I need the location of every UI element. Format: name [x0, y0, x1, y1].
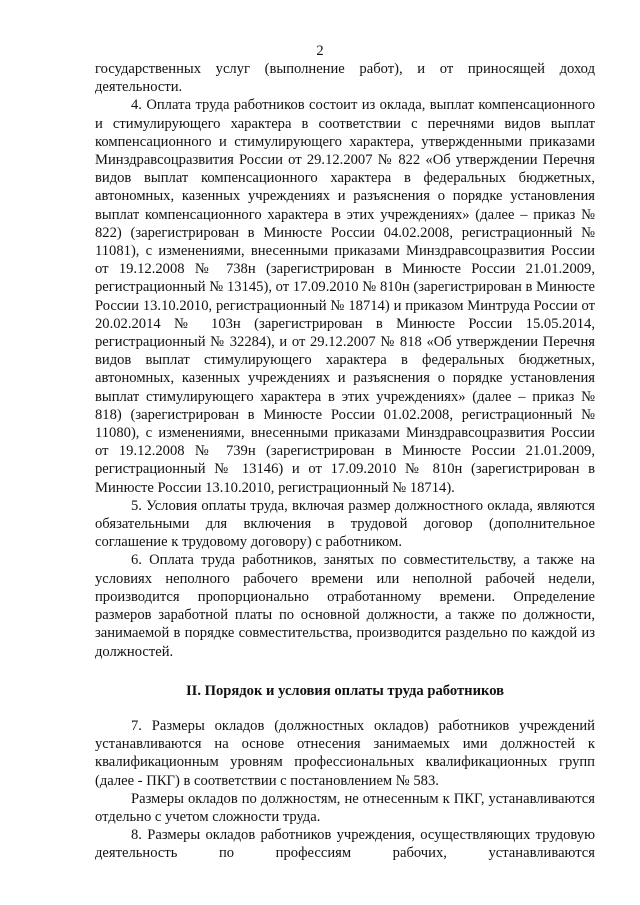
- page-number: 2: [316, 43, 324, 59]
- paragraph-item-5: 5. Условия оплаты труда, включая размер должностного оклада, являются обязательными для включения в трудовой договор (дополнительное соглашение к трудовому договору) с работником.: [95, 497, 595, 551]
- paragraph-item-6: 6. Оплата труда работников, занятых по совместительству, а также на условиях неполного рабочего времени или неполной рабочей недели, производится пропорционально отработанному времени. Определение размеров заработной платы по основной должности, а также по должности, занимаемой в порядке совместительства, производится раздельно по каждой из должностей.: [95, 552, 595, 660]
- paragraph-continuation: государственных услуг (выполнение работ), и от приносящей доход деятельности.: [95, 61, 595, 96]
- section-heading: II. Порядок и условия оплаты труда работников: [185, 682, 505, 699]
- paragraph-pkg-note: Размеры окладов по должностям, не отнесенным к ПКГ, устанавливаются отдельно с учетом сложности труда.: [95, 790, 595, 825]
- paragraph-item-4: 4. Оплата труда работников состоит из оклада, выплат компенсационного и стимулирующего характера в соответствии с перечнями видов выплат компенсационного и стимулирующего характера, утвержденными приказами Минздравсоцразвития России от 29.12.2007 № 822 «Об утверждении Перечня видов выплат компенсационного характера в федеральных бюджетных, автономных, казенных учреждениях и разъяснения о порядке установления выплат компенсационного характера в этих учреждениях» (далее – приказ № 822) (зарегистрирован в Минюсте России 04.02.2008, регистрационный № 11081), с изменениями, внесенными приказами Минздравсоцразвития России от 19.12.2008 № 738н (зарегистрирован в Минюсте России 21.01.2009, регистрационный № 13145), от 17.09.2010 № 810н (зарегистрирован в Минюсте России 13.10.2010, регистрационный № 18714) и приказом Минтруда России от 20.02.2014 № 103н (зарегистрирован в Минюсте России 15.05.2014, регистрационный № 32284), и от 29.12.2007 № 818 «Об утверждении Перечня видов выплат стимулирующего характера в федеральных бюджетных, автономных, казенных учреждениях и разъяснения о порядке установления выплат стимулирующего характера в этих учреждениях» (далее – приказ № 818) (зарегистрирован в Минюсте России 01.02.2008, регистрационный № 11080), с изменениями, внесенными приказами Минздравсоцразвития России от 19.12.2008 № 739н (зарегистрирован в Минюсте России 21.01.2009, регистрационный № 13146) и от 17.09.2010 № 810н (зарегистрирован в Минюсте России 13.10.2010, регистрационный № 18714).: [95, 97, 595, 496]
- paragraph-item-8: 8. Размеры окладов работников учреждения, осуществляющих трудовую деятельность по профессиям рабочих, устанавливаются: [95, 827, 595, 862]
- document-body: [95, 60, 595, 863]
- paragraph-item-7: 7. Размеры окладов (должностных окладов) работников учреждений устанавливаются на основе отнесения занимаемых ими должностей к квалификационным уровням профессиональных квалификационных групп (далее - ПКГ) в соответствии с постановлением № 583.: [95, 717, 595, 789]
